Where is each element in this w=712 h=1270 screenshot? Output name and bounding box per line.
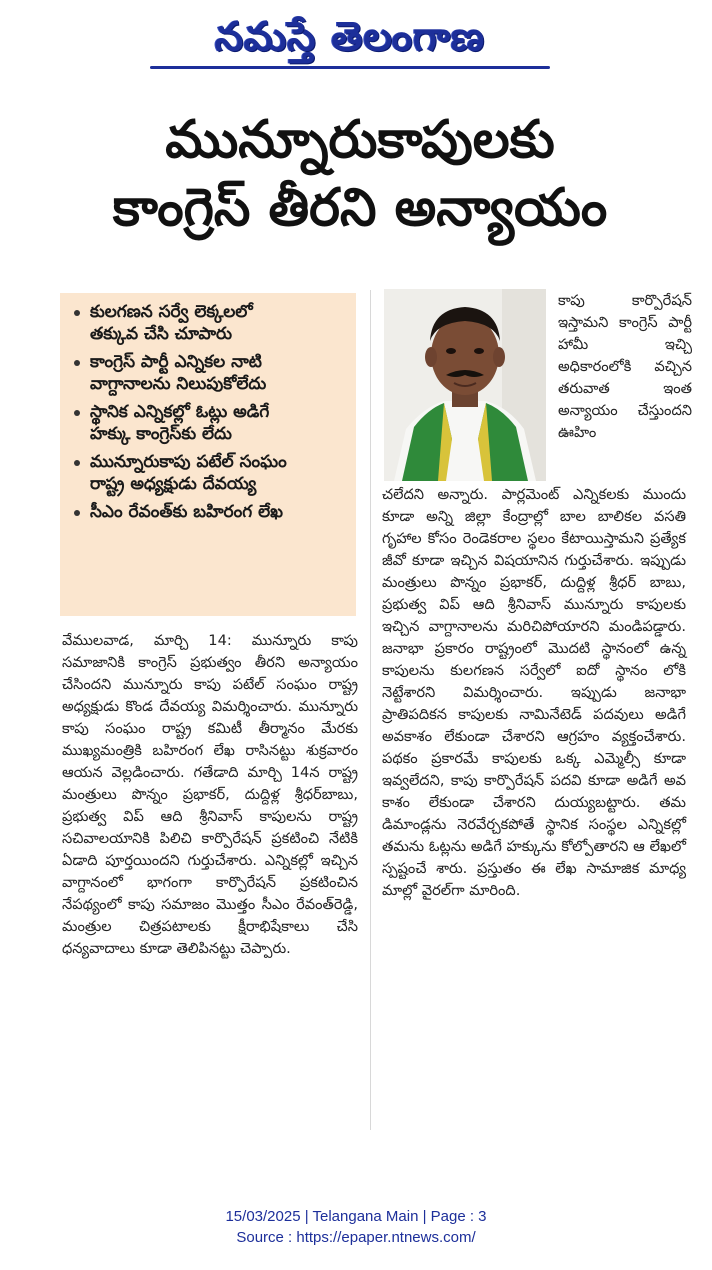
- footer-date-edition: 15/03/2025 | Telangana Main | Page : 3: [225, 1208, 487, 1225]
- bullet-dot-icon: [74, 510, 80, 516]
- highlight-text: మున్నూరుకాపు పటేల్ సంఘం రాష్ట్ర అధ్యక్షుడు దేవయ్య: [90, 452, 287, 494]
- bullet-dot-icon: [74, 360, 80, 366]
- person-photo: [384, 289, 546, 481]
- headline-line-2: కాంగ్రెస్ తీరని అన్యాయం: [112, 178, 608, 238]
- highlight-item: [68, 351, 350, 399]
- highlight-item: [68, 301, 350, 349]
- article-paragraph: చలేదని అన్నారు. పార్లమెంట్ ఎన్నికలకు ముందు కూడా అన్ని జిల్లా కేంద్రాల్లో బాల బాలికల వసతి గృహాల కోసం రెండెకరాల స్థలం కేటాయిస్తామని ప్రత్యేక జీవో కూడా ఇచ్చిన విషయానిన గుర్తుచేశారు. ఇప్పుడు మంత్రులు పొన్నం ప్రభాకర్, దుద్దిళ్ల శ్రీధర్ బాబు, ప్రభుత్వ విప్ ఆది శ్రీనివాస్ మున్నూరు కాపులకు ఇచ్చిన వాగ్దానాలను మరిచిపోయారని మండిపడ్డారు. జనాభా ప్రకారం రాష్ట్రంలో మొదటి స్థానంలో ఉన్న కాపులను కులగణన సర్వేలో ఐదో స్థానం లోకి నెట్టేశారని విమర్శించారు. ఇప్పుడు జనాభా ప్రాతిపదికన కాపులకు నామినేటెడ్ పదవులు అడిగే అవకాశం లేకుండా చేశారని ఆగ్రహం వ్యక్తంచేశారు. పథకం ప్రకారమే కాపులకు ఒక్క ఎమ్మెల్సీ కూడా ఇవ్వలేదని, కాపు కార్పొరేషన్ పదవి కూడా అడిగే అవ కాశం లేకుండా చేశారని దుయ్యబట్టారు. తమ డిమాండ్లను నెరవేర్చకపోతే స్థానిక సంస్థల ఎన్నికల్లో తమను ఓట్లను అడిగే హక్కును కోల్పోతారని ఆ లేఖలో స్పష్టంచే శారు. ప్రస్తుతం ఈ లేఖ సామాజిక మాధ్య మాల్లో వైరల్‌గా మారింది.: [382, 486, 686, 899]
- column-divider: [370, 290, 371, 1130]
- masthead-title: నమస్తే తెలంగాణ: [214, 12, 486, 60]
- article-body-left-column: [62, 630, 358, 1130]
- footer-source-link: Source : https://epaper.ntnews.com/: [236, 1229, 476, 1246]
- headline-line-1: మున్నూరుకాపులకు: [165, 110, 555, 170]
- highlight-text: స్థానిక ఎన్నికల్లో ఓట్లు అడిగే హక్కు కాంగ్రెస్‌కు లేదు: [90, 402, 270, 444]
- article-paragraph: వేములవాడ, మార్చి 14: మున్నూరు కాపు సమాజానికి కాంగ్రెస్ ప్రభుత్వం తీరని అన్యాయం చేసిందని మున్నూరు కాపు పటేల్ సంఘం రాష్ట్ర అధ్యక్షుడు కొండ దేవయ్య విమర్శించారు. మున్నూరు కాపు సంఘం రాష్ట్ర కమిటీ తీర్మానం మేరకు ముఖ్యమంత్రికి బహిరంగ లేఖ రాసినట్టు శుక్రవారం ఆయన వెల్లడించారు. గతేడాది మార్చి 14న రాష్ట్ర మంత్రులు పొన్నం ప్రభాకర్, దుద్దిళ్ల శ్రీధర్‌బాబు, ప్రభుత్వ విప్ ఆది శ్రీనివాస్ కాపులను రాష్ట్ర సచివాలయానికి పిలిచి కార్పొరేషన్ ప్రకటించి నేటికి ఏడాది పూర్తయిందని గుర్తుచేశారు. ఎన్నికల్లో ఇచ్చిన వాగ్దానంలో భాగంగా కార్పొరేషన్ ప్రకటించిన నేపథ్యంలో కాపు సమాజం మొత్తం సీఎం రేవంత్‌రెడ్డి, మంత్రుల చిత్రపటాలకు క్షీరాభిషేకాలు చేసి ధన్యవాదాలు కూడా తెలిపినట్టు చెప్పారు.: [62, 632, 358, 957]
- masthead-underline: [150, 66, 550, 69]
- article-headline: [40, 106, 680, 242]
- article-body-right-column-bottom: [382, 484, 686, 899]
- highlights-box: [60, 293, 356, 616]
- highlights-list: [68, 301, 350, 525]
- article-paragraph: కాపు కార్పొరేషన్ ఇస్తామని కాంగ్రెస్ పార్టీ హామీ ఇచ్చి అధికారంలోకి వచ్చిన తరువాత ఇంత అన్యాయం చేస్తుందని ఊహిం: [558, 292, 692, 441]
- highlight-text: కులగణన సర్వే లెక్కలలో తక్కువ చేసి చూపారు: [90, 302, 253, 344]
- article-body-right-column-top: [558, 290, 692, 490]
- highlight-item: [68, 451, 350, 499]
- person-photo-illustration: [384, 289, 546, 481]
- highlight-text: కాంగ్రెస్ పార్టీ ఎన్నికల నాటి వాగ్దానాలను నిలుపుకోలేదు: [90, 352, 267, 394]
- highlight-item: [68, 401, 350, 449]
- bullet-dot-icon: [74, 410, 80, 416]
- page-footer: [0, 1206, 712, 1248]
- bullet-dot-icon: [74, 460, 80, 466]
- highlight-item: [68, 501, 350, 525]
- masthead-logo: [150, 12, 550, 70]
- highlight-text: సీఎం రేవంత్‌కు బహిరంగ లేఖ: [90, 502, 283, 522]
- bullet-dot-icon: [74, 310, 80, 316]
